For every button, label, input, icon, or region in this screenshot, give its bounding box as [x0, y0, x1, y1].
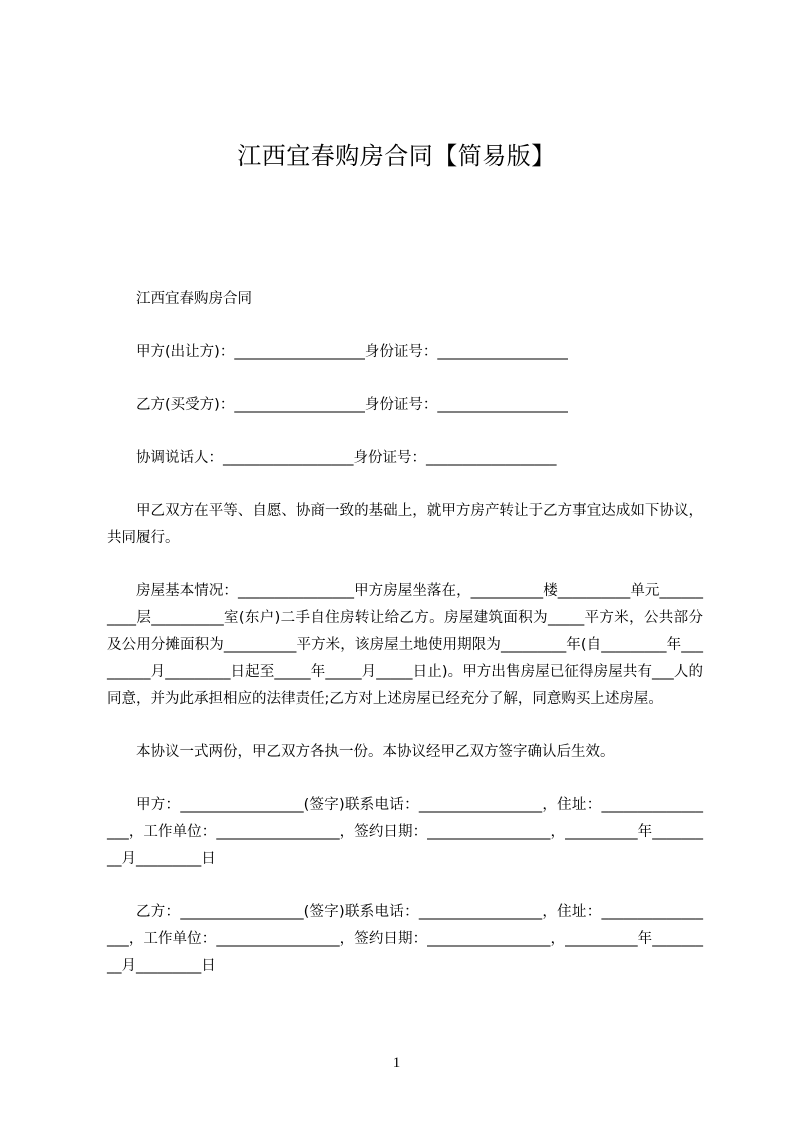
copies-clause-paragraph: 本协议一式两份，甲乙双方各执一份。本协议经甲乙双方签字确认后生效。 [136, 744, 615, 760]
property-details-paragraph: 房屋基本情况：________________甲方房屋坐落在，__________楼__________单元__________层__________室(东户)二手自住房转让给乙方。房屋建筑面积为_____平方米，公共部分及公用分摊面积为__________平方米，该房屋土地使用期限为_________年(自_________年_________月_________日起至_____年_____月_____日止)。甲方出售房屋已征得房屋共有___人的同意，并为此承担相应的法律责任;乙方对上述房屋已经充分了解，同意购买上述房屋。 [107, 583, 703, 707]
mediator-line: 协调说话人：__________________身份证号：__________________ [136, 450, 557, 466]
page-number: 1 [392, 1055, 401, 1071]
document-title: 江西宜春购房合同【简易版】 [237, 142, 556, 170]
party-a-line: 甲方(出让方)：__________________身份证号：__________________ [136, 344, 568, 360]
party-b-signature-block: 乙方：_________________(签字)联系电话：_________________，住址：_________________，工作单位：_________________，签约日期：_________________，__________年_________月_________日 [107, 904, 703, 974]
party-b-line: 乙方(买受方)：__________________身份证号：__________________ [136, 397, 568, 413]
party-a-signature-block: 甲方：_________________(签字)联系电话：_________________，住址：_________________，工作单位：_________________，签约日期：_________________，__________年_________月_________日 [107, 797, 703, 867]
contract-heading: 江西宜春购房合同 [136, 291, 252, 307]
document-body [107, 286, 703, 980]
agreement-intro-paragraph: 甲乙双方在平等、自愿、协商一致的基础上，就甲方房产转让于乙方事宜达成如下协议，共同履行。 [107, 503, 703, 546]
